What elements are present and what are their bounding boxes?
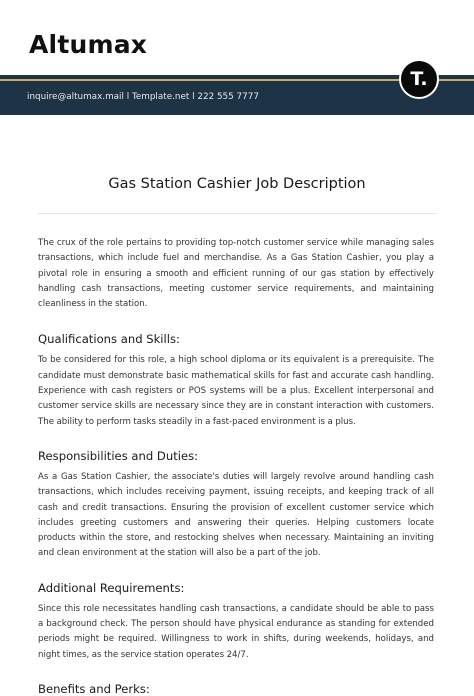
section-heading-qualifications: Qualifications and Skills: <box>38 332 180 347</box>
document-title: Gas Station Cashier Job Description <box>108 176 366 192</box>
section-body-additional: Since this role necessitates handling cash transactions, a candidate should be able to pass a background check. The person should have physical endurance as standing for extended periods might be required. Willingness to work in shifts, during weekends, holidays, and night times, as the service station operates 24/7. <box>38 603 434 660</box>
contact-info: inquire@altumax.mail l Template.net l 222 555 7777 <box>27 92 259 102</box>
brand-name: Altumax <box>29 30 148 59</box>
template-logo-icon <box>399 59 439 99</box>
section-heading-additional: Additional Requirements: <box>38 580 185 595</box>
title-divider <box>38 213 436 214</box>
logo-glyph: T. <box>410 67 428 90</box>
document-body <box>38 236 434 696</box>
section-heading-responsibilities: Responsibilities and Duties: <box>38 448 199 463</box>
section-body-responsibilities: As a Gas Station Cashier, the associate's duties will largely revolve around handling cash transactions, which includes receiving payment, issuing receipts, and keeping track of all cash and credit transactions. Ensuring the provision of excellent customer service which includes greeting customers and answering their queries. Helping customers locate products within the store, and restocking shelves when necessary. Maintaining an inviting and clean environment at the station will also be a part of the job. <box>38 471 434 559</box>
section-body-qualifications: To be considered for this role, a high school diploma or its equivalent is a prerequisite. The candidate must demonstrate basic mathematical skills for fast and accurate cash handling. Experience with cash registers or POS systems will be a plus. Excellent interpersonal and customer service skills are necessary since they are in constant interaction with customers. The ability to perform tasks steadily in a fast-paced environment is a plus. <box>38 355 434 427</box>
intro-paragraph: The crux of the role pertains to providing top-notch customer service while managing sales transactions, which include fuel and merchandise. As a Gas Station Cashier, you play a pivotal role in ensuring a smooth and efficient running of our gas station by effectively handling cash transactions, meeting customer service requirements, and maintaining cleanliness in the station. <box>38 238 434 310</box>
section-heading-benefits: Benefits and Perks: <box>38 681 150 696</box>
